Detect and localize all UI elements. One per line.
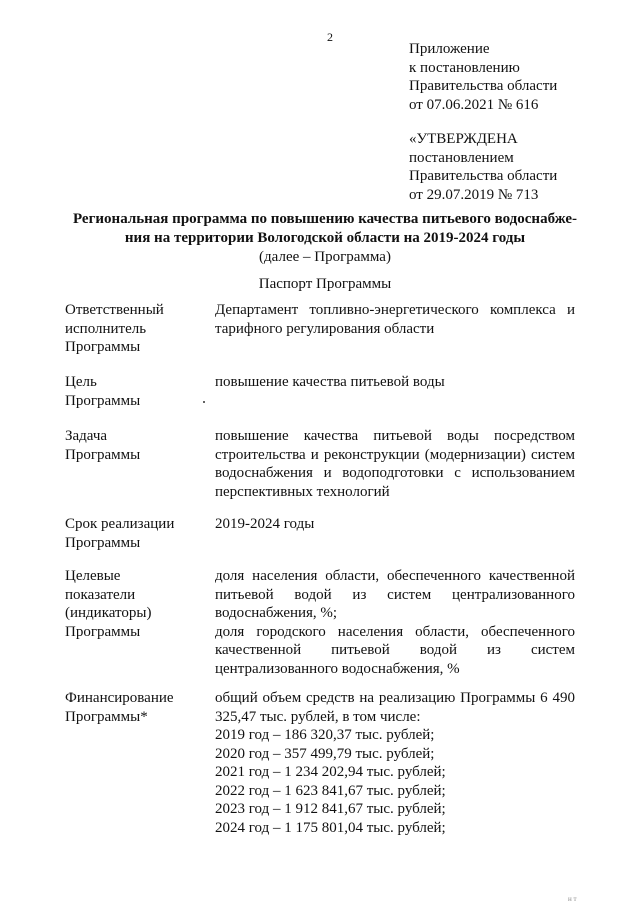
label-line: (индикаторы) — [65, 605, 152, 621]
approved-line: постановлением — [409, 149, 514, 166]
financing-year-line: 2019 год – 186 320,37 тыс. рублей; — [215, 727, 435, 743]
label-line: Срок реализации — [65, 516, 175, 532]
financing-year-line: 2021 год – 1 234 202,94 тыс. рублей; — [215, 764, 446, 780]
label-line: Программы — [65, 392, 141, 409]
indicator-paragraph: доля населения области, обеспеченного качественной питьевой водой из систем централизованного водоснабжения, %; — [215, 568, 575, 621]
label-line: Финансирование — [65, 690, 174, 706]
passport-value-executor: Департамент топливно-энергетического комплекса и тарифного регулирования области — [215, 302, 575, 337]
approved-line: от 29.07.2019 № 713 — [409, 186, 539, 203]
program-title — [60, 210, 590, 248]
financing-year-line: 2020 год – 357 499,79 тыс. рублей; — [215, 745, 435, 762]
label-line: Программы* — [65, 708, 148, 725]
passport-value-term: 2019-2024 годы — [215, 516, 315, 532]
footer-mark: н т — [568, 895, 577, 903]
passport-label-task — [65, 427, 200, 464]
program-subtitle: (далее – Программа) — [259, 249, 391, 265]
program-title-line: ния на территории Вологодской области на 2019-2024 годы — [124, 230, 526, 246]
label-line: Программы — [65, 534, 141, 551]
stray-dot-mark — [203, 401, 205, 403]
label-line: Ответственный — [65, 302, 164, 318]
label-line: исполнитель — [65, 320, 147, 337]
appendix-line: к постановлению — [409, 59, 520, 76]
approved-line: Правительства области — [409, 168, 558, 184]
label-line: Задача — [65, 428, 108, 444]
financing-intro: общий объем средств на реализацию Программы 6 490 325,47 тыс. рублей, в том числе: — [215, 690, 575, 725]
passport-label-financing — [65, 689, 200, 726]
label-line: Программы — [65, 446, 141, 463]
financing-year-line: 2022 год – 1 623 841,67 тыс. рублей; — [215, 782, 446, 799]
passport-heading: Паспорт Программы — [258, 276, 392, 292]
indicator-paragraph: доля городского населения области, обеспеченного качественной питьевой водой из систем централизованного водоснабжения, % — [215, 623, 575, 677]
passport-value-task: повышение качества питьевой воды посредством строительства и реконструкции (модернизации) систем водоснабжения и водоподготовки с использованием перспективных технологий — [215, 428, 575, 500]
label-line: Цель — [65, 374, 97, 390]
approved-block — [409, 130, 557, 204]
passport-value-goal: повышение качества питьевой воды — [215, 374, 445, 390]
passport-label-goal — [65, 373, 200, 410]
passport-value-financing — [215, 689, 575, 837]
label-line: Целевые — [65, 568, 121, 584]
financing-year-line: 2024 год – 1 175 801,04 тыс. рублей; — [215, 819, 446, 836]
appendix-line: Приложение — [409, 41, 490, 57]
passport-label-term — [65, 515, 200, 552]
approved-line: «УТВЕРЖДЕНА — [409, 131, 518, 147]
label-line: Программы — [65, 339, 141, 355]
appendix-block — [409, 40, 557, 114]
page-number: 2 — [327, 30, 333, 44]
passport-label-indicators — [65, 567, 200, 641]
label-line: показатели — [65, 586, 136, 603]
appendix-line: Правительства области — [409, 78, 558, 94]
financing-year-line: 2023 год – 1 912 841,67 тыс. рублей; — [215, 801, 446, 817]
passport-value-indicators — [215, 567, 575, 678]
label-line: Программы — [65, 623, 141, 640]
appendix-line: от 07.06.2021 № 616 — [409, 96, 539, 113]
program-title-line: Региональная программа по повышению качества питьевого водоснабже- — [72, 211, 578, 227]
passport-label-executor — [65, 301, 200, 357]
